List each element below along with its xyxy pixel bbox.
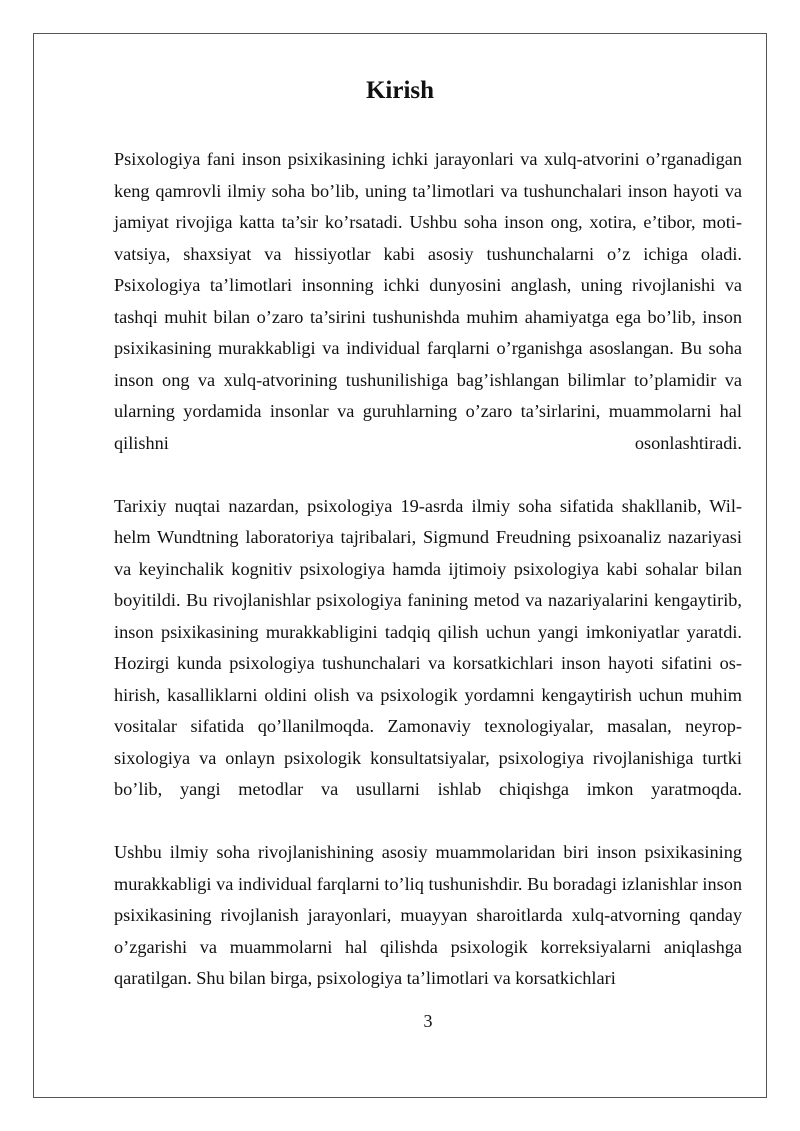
paragraph-3: Ushbu ilmiy soha rivojlanishining asosiy muammolaridan biri inson psixikasining murakkabligi va individual farqlarni to’liq tushunishdir. Bu boradagi izlanishlar inson psixikasining rivojlanish jarayonlari, muayyan sharoitlarda xulq-atvorning qanday o’zgarishi va muammolarni hal qilishda psixologik korreksiyalarni aniqlashga qaratilgan. Shu bilan birga, psixologiya ta’limotlari va korsatkichlari	[114, 842, 742, 988]
document-body	[114, 144, 742, 995]
page-title: Kirish	[365, 77, 435, 104]
paragraph-2: Tarixiy nuqtai nazardan, psixologiya 19-asrda ilmiy soha sifatida shakllanib, Wil-helm Wundtning laboratoriya tajribalari, Sigmund Freudning psixoanaliz nazariyasi va keyinchalik kognitiv psixologiya hamda ijtimoiy psixologiya kabi sohalar bilan boyitildi. Bu rivojlanishlar psixologiya fanining metod va nazariyalarini kengaytirib, inson psixikasining murakkabligini tadqiq qilish uchun yangi imkoniyatlar yaratdi. Hozirgi kunda psixologiya tushunchalari va korsatkichlari inson hayoti sifatini os-hirish, kasalliklarni oldini olish va psixologik yordamni kengaytirish uchun muhim vositalar sifatida qo’llanilmoqda. Zamonaviy texnologiyalar, masalan, neyrop-sixologiya va onlayn psixologik konsultatsiyalar, psixologiya rivojlanishiga turtki bo’lib, yangi metodlar va usullarni ishlab chiqishga imkon yaratmoqda.	[114, 495, 742, 799]
page-number: 3	[423, 1011, 433, 1031]
paragraph-1: Psixologiya fani inson psixikasining ichki jarayonlari va xulq-atvorini o’rganadigan keng qamrovli ilmiy soha bo’lib, uning ta’limotlari va tushunchalari inson hayoti va jamiyat rivojiga katta ta’sir ko’rsatadi. Ushbu soha inson ong, xotira, e’tibor, moti-vatsiya, shaxsiyat va hissiyotlar kabi asosiy tushunchalarni o’z ichiga oladi. Psixologiya ta’limotlari insonning ichki dunyosini anglash, uning rivojlanishi va tashqi muhit bilan o’zaro ta’sirini tushunishda muhim ahamiyatga ega bo’lib, inson psixikasining murakkabligi va individual farqlarni o’rganishga asoslangan. Bu soha inson ong va xulq-atvorining tushunilishiga bag’ishlangan bilimlar to’plamidir va ularning yordamida insonlar va guruhlarning o’zaro ta’sirlarini, muammolarni hal qilishni osonlashtiradi.	[114, 149, 742, 453]
